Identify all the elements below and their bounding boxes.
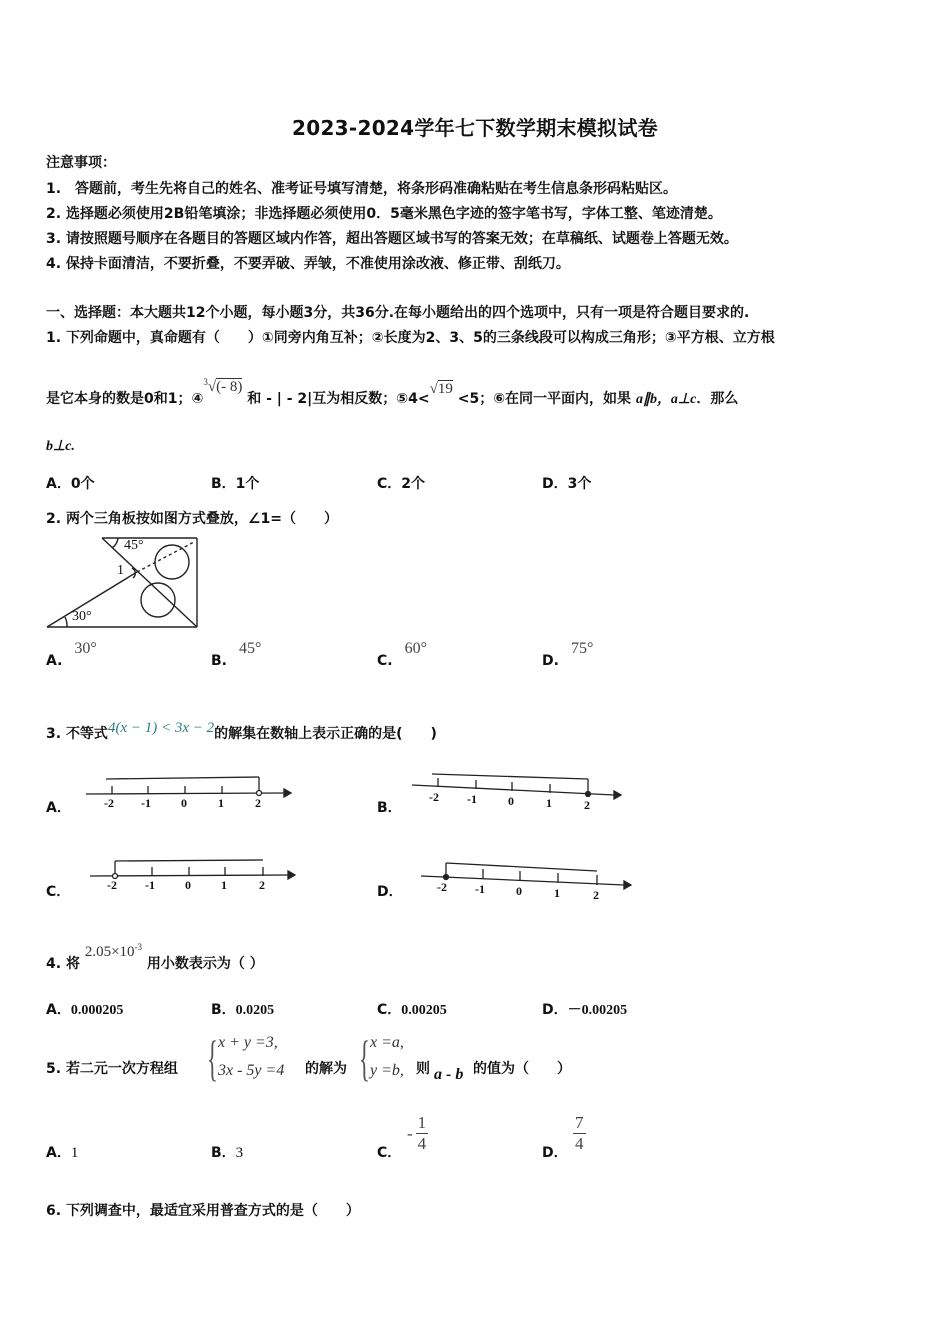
option-label: A. (46, 653, 63, 669)
q1-text-c: <5；⑥在同一平面内，如果 (457, 391, 632, 407)
q3-option-d-label[interactable]: D． (377, 884, 403, 900)
q4-option-b[interactable] (211, 999, 274, 1019)
q5-stem-start (46, 1058, 178, 1078)
option-label: B． (211, 1145, 236, 1161)
option-label: B． (211, 1002, 236, 1018)
option-label: B. (211, 653, 227, 669)
tick-label: -2 (437, 880, 447, 894)
q1-text-e: ．那么 (696, 391, 739, 407)
section-heading: 一、选择题：本大题共12个小题，每小题3分，共36分.在每小题给出的四个选项中，只有一项是符合题目要求的. (46, 305, 750, 321)
number-line-a (86, 777, 291, 797)
option-value: 60° (404, 640, 427, 657)
q3-option-b-label[interactable]: B． (377, 800, 402, 816)
q1-text-d: a∥b，a⊥c (635, 392, 697, 407)
cbrt-index: 3 (203, 377, 208, 387)
tick-label: 2 (259, 878, 265, 892)
q5-option-c-value[interactable] (407, 1113, 428, 1154)
tick-label: 2 (584, 798, 590, 812)
tick-label: -1 (467, 792, 477, 806)
q5-option-a[interactable] (46, 1142, 78, 1162)
tick-label: 2 (255, 796, 261, 810)
q1-text-b: 和 - | - 2|互为相反数；⑤4< (247, 391, 430, 407)
tick-label: 1 (221, 878, 227, 892)
notice-heading: 注意事项： (46, 155, 116, 171)
tick-label: 1 (546, 796, 552, 810)
option-label: B． (211, 476, 236, 492)
q5-stem-b: 的解为 (305, 1061, 347, 1077)
q2-angle-1-label: 1 (117, 563, 124, 578)
tick-label: 0 (516, 884, 522, 898)
q2-angle-30: 30° (72, 609, 92, 624)
number-line-c (90, 860, 295, 879)
option-value: 3个 (567, 476, 592, 492)
option-value: 0.00205 (401, 1003, 447, 1018)
notice-item-4: 4. 保持卡面清洁，不要折叠，不要弄破、弄皱，不准使用涂改液、修正带、刮纸刀。 (46, 256, 570, 272)
q3-stem-a: 不等式 (65, 726, 108, 742)
sqrt-radicand: 19 (437, 381, 453, 397)
q5-brace-left: { (207, 1030, 218, 1086)
tick-label: 0 (181, 796, 187, 810)
cbrt-radicand: (- 8) (216, 379, 243, 395)
fraction-denominator: 4 (417, 1134, 427, 1153)
q5-option-c-label[interactable]: C． (377, 1145, 402, 1161)
option-value: －0.00205 (567, 1003, 628, 1018)
q6-number: 6. (46, 1203, 62, 1219)
fraction (416, 1113, 429, 1154)
number-line-d (421, 863, 631, 889)
option-value: 1 (70, 1145, 79, 1161)
q5-option-d-label[interactable]: D． (542, 1145, 568, 1161)
q5-stem-a: 若二元一次方程组 (65, 1061, 178, 1077)
q6-stem: 下列调查中，最适宜采用普查方式的是（ ） (65, 1203, 360, 1219)
tick-label: 1 (554, 886, 560, 900)
q6-stem-line (46, 1200, 360, 1220)
q4-number: 4. (46, 956, 62, 972)
tick-label: -1 (475, 882, 485, 896)
number-line-b (412, 774, 621, 799)
option-label: C. (377, 653, 393, 669)
tick-label: 0 (508, 794, 514, 808)
tick-label: -2 (429, 790, 439, 804)
q1-line3: b⊥c. (46, 439, 75, 454)
tick-label: -1 (141, 796, 151, 810)
option-value: 2个 (401, 476, 426, 492)
q3-option-c-label[interactable]: C． (46, 884, 71, 900)
tick-label: 0 (185, 878, 191, 892)
q1-cube-root: $^3$√(- 8) (203, 377, 243, 395)
fraction-denominator: 4 (575, 1134, 584, 1153)
q5-expr: a - b (434, 1066, 464, 1083)
notice-item-2: 2. 选择题必须使用2B铅笔填涂；非选择题必须使用0．5毫米黑色字迹的签字笔书写，字体工整、笔迹清楚。 (46, 206, 722, 222)
q5-stem-d: 的值为（ ） (473, 1061, 571, 1077)
tick-label: -1 (145, 878, 155, 892)
tick-label: 1 (218, 796, 224, 810)
option-label: A． (46, 1145, 71, 1161)
q5-brace-right: { (359, 1030, 370, 1086)
option-label: A． (46, 1002, 71, 1018)
q2-angle-45: 45° (124, 538, 144, 553)
notice-item-1: 1. 答题前，考生先将自己的姓名、准考证号填写清楚，将条形码准确粘贴在考生信息条形码粘贴区。 (46, 181, 678, 197)
q4-stem-b: 用小数表示为（ ） (146, 956, 264, 972)
option-value: 45° (239, 640, 262, 657)
q2-number: 2. (46, 511, 62, 527)
tick-label: -2 (104, 796, 114, 810)
option-label: D． (542, 1002, 568, 1018)
q2-stem: 两个三角板按如图方式叠放，∠1=（ ） (65, 511, 338, 527)
q4-stem-a: 将 (65, 956, 80, 972)
option-value: 0个 (70, 476, 95, 492)
q4-scientific-notation (85, 944, 142, 960)
q4-option-d[interactable] (542, 999, 627, 1019)
expr-base: 2.05×10 (84, 944, 135, 960)
q3-inequality: 4(x − 1) < 3x − 2 (107, 720, 215, 736)
q5-sol-eq2: y =b, (370, 1062, 404, 1079)
option-value: 30° (74, 640, 97, 657)
q4-option-a[interactable] (46, 999, 123, 1019)
fraction-numerator: 7 (575, 1113, 584, 1132)
option-label: A． (46, 476, 71, 492)
q1-number: 1. (46, 330, 62, 346)
option-label: C． (377, 476, 402, 492)
fraction-numerator: 1 (417, 1113, 427, 1132)
fraction-sign: - (407, 1123, 413, 1143)
q5-option-d-value[interactable] (573, 1113, 586, 1154)
option-value: 3 (235, 1145, 244, 1161)
fraction (573, 1113, 586, 1154)
expr-exponent: -3 (134, 942, 143, 952)
q1-stem-line1: 下列命题中，真命题有（ ）①同旁内角互补；②长度为2、3、5的三条线段可以构成三角形；③平方根、立方根 (65, 330, 775, 346)
q4-option-c[interactable] (377, 999, 447, 1019)
notice-item-3: 3. 请按照题号顺序在各题目的答题区域内作答，超出答题区域书写的答案无效；在草稿纸、试题卷上答题无效。 (46, 231, 738, 247)
option-value: 0.0205 (235, 1003, 275, 1018)
q1-text-a: 是它本身的数是0和1；④ (46, 391, 204, 407)
option-label: D. (542, 653, 559, 669)
q5-option-b[interactable] (211, 1142, 243, 1162)
option-value: 1个 (235, 476, 260, 492)
q3-option-a-label[interactable]: A． (46, 800, 71, 816)
q3-stem-b: 的解集在数轴上表示正确的是( ) (214, 726, 437, 742)
q5-system-eq1: x + y =3, (218, 1034, 278, 1051)
q5-stem-c: 则 (416, 1061, 430, 1077)
q5-number: 5. (46, 1061, 62, 1077)
q3-number: 3. (46, 726, 62, 742)
q5-system-eq2: 3x - 5y =4 (218, 1062, 285, 1079)
option-label: D． (542, 476, 568, 492)
tick-label: 2 (593, 888, 599, 902)
tick-label: -2 (107, 878, 117, 892)
page-title: 2023-2024学年七下数学期末模拟试卷 (292, 116, 658, 140)
option-value: 75° (570, 640, 594, 657)
q1-sqrt: √19 (429, 381, 453, 397)
q5-sol-eq1: x =a, (370, 1034, 404, 1051)
option-label: C． (377, 1002, 402, 1018)
option-value: 0.000205 (70, 1003, 124, 1018)
